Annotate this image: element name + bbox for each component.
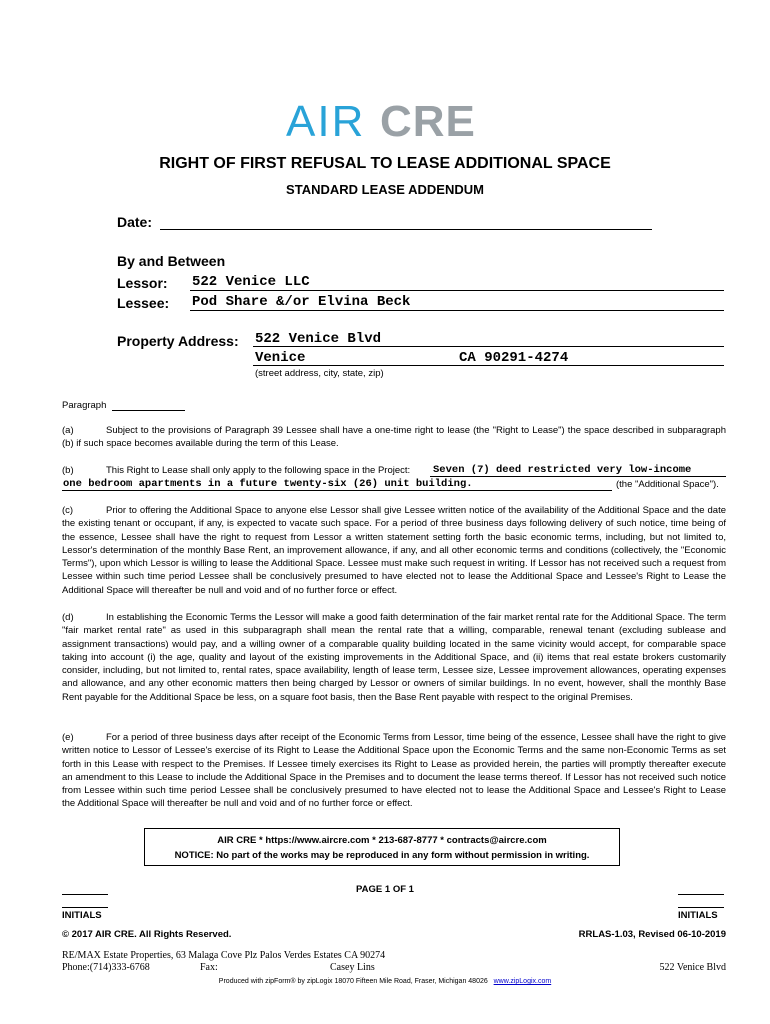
notice-contact-line: AIR CRE * https://www.aircre.com * 213-687-8777 * contracts@aircre.com (217, 835, 547, 846)
para-d-label: (d) (62, 612, 74, 623)
by-and-between: By and Between (117, 253, 226, 269)
address-line1[interactable]: 522 Venice Blvd (255, 331, 382, 347)
paragraph-c (62, 504, 726, 597)
paragraph-label: Paragraph (62, 400, 107, 411)
paragraph-d (62, 611, 726, 704)
property-address-label: Property Address: (117, 333, 239, 349)
produced-by-text: Produced with zipForm® by zipLogix 18070 Fifteen Mile Road, Fraser, Michigan 48026 (218, 978, 488, 985)
lessee-value[interactable]: Pod Share &/or Elvina Beck (192, 294, 411, 310)
form-revision: RRLAS-1.03, Revised 06-10-2019 (578, 929, 726, 940)
agent-name: Casey Lins (330, 962, 375, 973)
initials-left-field-1[interactable] (62, 894, 108, 895)
notice-reproduction-line: NOTICE: No part of the works may be reproduced in any form without permission in writing. (174, 850, 590, 861)
broker-fax: Fax: (200, 962, 218, 973)
para-e-text: For a period of three business days after receipt of the Economic Terms from Lessor, time being of the essence, Lessee shall have the right to give written notice to Lessor of Lessee's exercise of its Right to Lease the Additional Space upon the Economic Terms and the same non-Economic Terms as set forth in this Lease with respect to the Premises. If Lessee timely exercises its Right to Lease as provided herein, the parties will promptly thereafter execute an amendment to this Lease to include the Additional Space in the Premises and to document the lease terms thereof. If Lessor has not received such notice from Lessee within such time period Lessee shall be conclusively presumed to have elected not to lease the Additional Space and Lessee's Right to Lease the Additional Space will thereafter be null and void and of no further force or effect. (62, 732, 726, 810)
produced-by-line (0, 978, 770, 985)
broker-address: RE/MAX Estate Properties, 63 Malaga Cove Plz Palos Verdes Estates CA 90274 (62, 950, 386, 961)
paragraph-a (62, 424, 726, 451)
para-b-fill1-rule (430, 476, 726, 477)
para-e-label: (e) (62, 732, 74, 743)
copyright: © 2017 AIR CRE. All Rights Reserved. (62, 929, 232, 940)
initials-right-field-1[interactable] (678, 894, 724, 895)
address-state-zip[interactable]: CA 90291-4274 (459, 350, 569, 366)
page-number: PAGE 1 OF 1 (356, 884, 414, 895)
initials-left-label: INITIALS (62, 910, 102, 921)
para-b-end: (the "Additional Space"). (616, 479, 719, 490)
para-b-text: This Right to Lease shall only apply to the following space in the Project: (106, 465, 411, 476)
document-subtitle: STANDARD LEASE ADDENDUM (286, 182, 484, 197)
lessor-field-line (190, 290, 724, 291)
logo-text-cre: CRE (380, 97, 476, 144)
para-c-label: (c) (62, 505, 74, 516)
address-city[interactable]: Venice (255, 350, 306, 366)
para-b-fill2-rule (62, 490, 612, 491)
address-hint: (street address, city, state, zip) (255, 368, 384, 379)
logo-text-air: AIR (286, 97, 366, 144)
para-b-fill2[interactable]: one bedroom apartments in a future twenty-six (26) unit building. (63, 478, 473, 490)
date-label: Date: (117, 214, 153, 230)
date-field[interactable] (160, 229, 652, 230)
initials-left-field-2[interactable] (62, 907, 108, 908)
initials-right-label: INITIALS (678, 910, 718, 921)
lessee-field-line (190, 310, 724, 311)
para-b-label: (b) (62, 465, 74, 476)
notice-box (144, 828, 620, 866)
para-a-text: Subject to the provisions of Paragraph 39 Lessee shall have a one-time right to lease (the "Right to Lease") the space described in subparagraph (b) if such space becomes available during the term of this Lease. (62, 425, 726, 450)
initials-right-field-2[interactable] (678, 907, 724, 908)
broker-phone: Phone:(714)333-6768 (62, 962, 150, 973)
document-title: RIGHT OF FIRST REFUSAL TO LEASE ADDITIONAL SPACE (159, 155, 611, 172)
para-c-text: Prior to offering the Additional Space to anyone else Lessor shall give Lessee written notice of the availability of the Additional Space and the date the existing tenant or occupant, if any, is expected to vacate such space. For a period of three business days following delivery of such notice, time being of the essence, Lessee shall have the right to request from Lessor a written statement setting forth the basic economic terms, including, but not limited to, Lessor's determination of the monthly Base Rent, an improvement allowance, if any, and all other economic terms and conditions (collectively, the "Economic Terms"), upon which Lessor is willing to lease the Additional Space. Lessee must make such request in writing. If Lessor has not received such a request from Lessee within such time period Lessee shall be conclusively presumed to have elected not to lease the Additional Space and Lessee's Right to Lease the Additional Space will thereafter be null and void and of no further force or effect. (62, 505, 726, 596)
lessee-label: Lessee: (117, 295, 170, 311)
ziplogix-link[interactable]: www.zipLogix.com (493, 978, 552, 985)
lessor-label: Lessor: (117, 275, 168, 291)
para-d-text: In establishing the Economic Terms the Lessor will make a good faith determination of the fair market rental rate for the Additional Space. The term "fair market rental rate" as used in this subparagraph shall mean the rental rate that a willing, comparable, renewal tenant (excluding sublease and assignment transactions) would pay, and a willing owner of a comparable quality building located in the same vicinity would accept, for comparable space taking into account (i) the age, quality and layout of the existing improvements in the Additional Space, and (ii) items that real estate brokers customarily consider, including, but not limited to, rental rates, space availability, length of lease term, Lessee size, Lessee improvement allowances, operating expenses and allowance, and any other economic matters then being charged by Lessor or owners of similar buildings. In no event, however, shall the monthly Base Rent payable for the Additional Space be less, on a square foot basis, then the Base Rent payable with respect to the original Premises. (62, 612, 726, 703)
paragraph-number-field[interactable] (112, 410, 185, 411)
para-b-fill1[interactable]: Seven (7) deed restricted very low-income (433, 464, 692, 476)
aircre-logo (286, 96, 486, 144)
lessor-value[interactable]: 522 Venice LLC (192, 274, 310, 290)
property-footer: 522 Venice Blvd (659, 962, 726, 973)
paragraph-e (62, 731, 726, 811)
para-a-label: (a) (62, 425, 74, 436)
